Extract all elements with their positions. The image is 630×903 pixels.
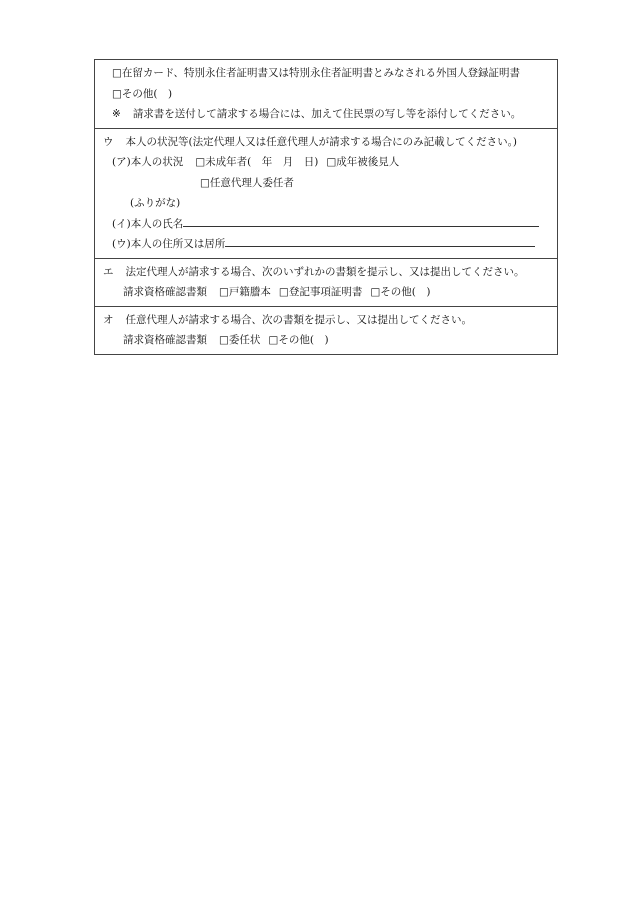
minor-checkbox-text[interactable]: □未成年者( 年 月 日)	[195, 156, 319, 168]
section-legal-representative	[95, 259, 557, 307]
principal-status-heading	[95, 132, 557, 153]
principal-address-field[interactable]	[225, 234, 535, 247]
principal-status-label: (ア)本人の状況	[112, 156, 184, 168]
principal-name-label: (イ)本人の氏名	[112, 217, 184, 230]
request-form-box	[94, 59, 558, 355]
registry-certificate-checkbox-text[interactable]: □登記事項証明書	[278, 286, 363, 298]
voluntary-rep-docs-label: 請求資格確認書類	[123, 334, 207, 346]
mail-request-note	[95, 104, 557, 125]
legal-rep-other-checkbox-text[interactable]: □その他( )	[370, 286, 431, 298]
section-principal-status	[95, 129, 557, 259]
furigana-line	[95, 193, 557, 214]
principal-address-label: (ウ)本人の住所又は居所	[112, 238, 226, 250]
voluntary-rep-other-checkbox-text[interactable]: □その他( )	[268, 334, 329, 346]
note-text: 請求書を送付して請求する場合には、加えて住民票の写し等を添付してください。	[132, 108, 522, 120]
proxy-principal-checkbox-text[interactable]: □任意代理人委任者	[200, 176, 294, 189]
legal-rep-docs-label: 請求資格確認書類	[123, 286, 207, 298]
note-mark: ※	[112, 108, 121, 120]
family-register-checkbox-text[interactable]: □戸籍謄本	[219, 286, 271, 298]
proxy-principal-line	[95, 173, 557, 194]
residence-card-checkbox-text[interactable]: □在留カード、特別永住者証明書又は特別永住者証明書とみなされる外国人登録証明書	[112, 67, 520, 79]
voluntary-rep-heading-text: 任意代理人が請求する場合、次の書類を提示し、又は提出してください。	[125, 313, 472, 326]
residence-card-line	[95, 63, 557, 84]
legal-rep-docs-line	[95, 282, 557, 303]
section-mark-e: エ	[103, 265, 114, 278]
section-identity-documents	[95, 60, 557, 129]
power-of-attorney-checkbox-text[interactable]: □委任状	[219, 334, 261, 346]
voluntary-rep-docs-line	[95, 330, 557, 351]
section-mark-u: ウ	[103, 135, 114, 148]
principal-status-heading-text: 本人の状況等(法定代理人又は任意代理人が請求する場合にのみ記載してください。)	[125, 135, 517, 148]
principal-address-line	[95, 234, 557, 255]
other-document-line	[95, 84, 557, 105]
other-document-checkbox-text[interactable]: □その他( )	[112, 87, 173, 100]
section-mark-o: オ	[103, 313, 114, 326]
principal-name-field[interactable]	[183, 214, 539, 227]
section-voluntary-representative	[95, 307, 557, 354]
legal-rep-heading	[95, 262, 557, 283]
furigana-label: (ふりがな)	[130, 197, 181, 209]
principal-name-line	[95, 214, 557, 235]
principal-status-line	[95, 152, 557, 173]
adult-guardian-checkbox-text[interactable]: □成年被後見人	[326, 156, 400, 168]
legal-rep-heading-text: 法定代理人が請求する場合、次のいずれかの書類を提示し、又は提出してください。	[125, 265, 525, 278]
voluntary-rep-heading	[95, 310, 557, 331]
